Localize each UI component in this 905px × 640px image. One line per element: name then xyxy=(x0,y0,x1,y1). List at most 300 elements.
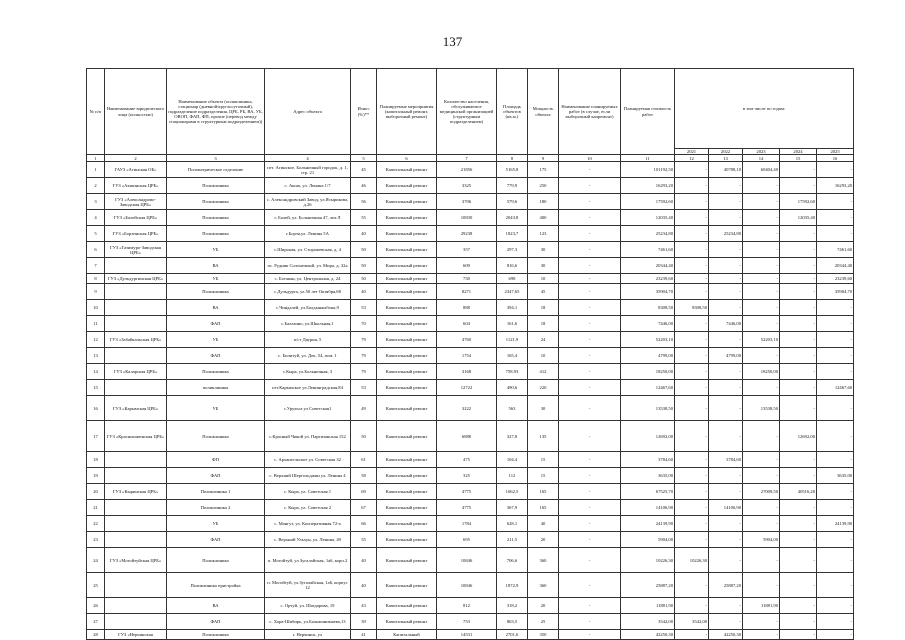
org-name: ГУЗ «Кыринская ЦРБ» xyxy=(105,484,167,500)
org-name: ГУЗ «Дульдургинская ЦРБ» xyxy=(105,274,167,284)
cost-2022: 4799,00 xyxy=(709,348,743,364)
table-row xyxy=(87,162,854,178)
planned-cost: 35904,70 xyxy=(621,284,675,300)
object-address: п/ст Даурия, 5 xyxy=(265,332,351,348)
org-name: ГУЗ «Забайкальская ЦРБ» xyxy=(105,332,167,348)
planned-activity: Капитальный ремонт xyxy=(377,468,437,484)
cost-2024: - xyxy=(780,316,817,332)
area: 490,6 xyxy=(497,380,528,396)
planned-activity: Капитальный ремонт xyxy=(377,210,437,226)
row-number: 21 xyxy=(87,500,105,516)
cost-2021: - xyxy=(675,598,709,614)
col-cost: Планируемая стоимость работ xyxy=(621,69,675,155)
wear-percent: 58 xyxy=(351,468,377,484)
col-object: Наименование объекта (поликлиника, стационар (дневной/круглосуточный), подразделение подразделения, ЦРБ, РБ, ВА, УБ, ОВОП, ФАП, ФП, прочие (перевод между стационарами в структурным подразделением)) xyxy=(167,69,265,155)
population: 10846 xyxy=(437,573,497,598)
wear-percent: 40 xyxy=(351,573,377,598)
planned-cost: 3784,60 xyxy=(621,452,675,468)
year-2021: 2021 xyxy=(675,149,709,155)
area: 758,93 xyxy=(497,364,528,380)
cost-2024: - xyxy=(780,500,817,516)
capacity: 250 xyxy=(528,178,559,194)
works: - xyxy=(559,380,621,396)
cost-2022: 7446,00 xyxy=(709,316,743,332)
works: - xyxy=(559,178,621,194)
population: 3325 xyxy=(437,178,497,194)
column-number: 2 xyxy=(105,155,167,162)
planned-activity: Капитальный ремонт xyxy=(377,548,437,573)
table-row xyxy=(87,380,854,396)
org-name xyxy=(105,258,167,274)
capacity: 30 xyxy=(528,242,559,258)
object-address: с.Чиндалей, ул.Балдынжабона,9 xyxy=(265,300,351,316)
cost-2025: 23239,60 xyxy=(817,274,854,284)
object-name: поликлиника xyxy=(167,380,265,396)
org-name: ГУЗ «Балейская ЦРБ» xyxy=(105,210,167,226)
cost-2022: 40788,10 xyxy=(709,162,743,178)
cost-2024: 40516,20 xyxy=(780,484,817,500)
cost-2021: - xyxy=(675,532,709,548)
object-address: с. Кыра, ул. Советская 2 xyxy=(265,500,351,516)
area: 367,9 xyxy=(497,500,528,516)
table-row xyxy=(87,468,854,484)
cost-2022: - xyxy=(709,300,743,316)
row-number: 13 xyxy=(87,348,105,364)
capacity: 10 xyxy=(528,274,559,284)
table-row xyxy=(87,242,854,258)
works: - xyxy=(559,452,621,468)
cost-2021: - xyxy=(675,630,709,640)
org-name: ГУЗ «Краснокаменская ЦРБ» xyxy=(105,421,167,452)
cost-2024: - xyxy=(780,284,817,300)
wear-percent: 40 xyxy=(351,548,377,573)
wear-percent: 79 xyxy=(351,364,377,380)
planned-cost: 12035,40 xyxy=(621,210,675,226)
cost-2021: 3542,00 xyxy=(675,614,709,630)
cost-2024: - xyxy=(780,380,817,396)
object-name: ФАП xyxy=(167,468,265,484)
object-name: Поликлиника xyxy=(167,421,265,452)
org-name xyxy=(105,573,167,598)
cost-2024: - xyxy=(780,630,817,640)
cost-2021: - xyxy=(675,258,709,274)
row-number: 14 xyxy=(87,364,105,380)
works: - xyxy=(559,162,621,178)
org-name: ГУЗ «Могойтуйская ЦРБ» xyxy=(105,548,167,573)
object-address: с. Архангельское ул. Советская 32 xyxy=(265,452,351,468)
cost-2022: - xyxy=(709,421,743,452)
cost-2021: 10226,30 xyxy=(675,548,709,573)
object-name: Поликлиника xyxy=(167,178,265,194)
population: 3222 xyxy=(437,396,497,421)
org-name xyxy=(105,500,167,516)
population: 4775 xyxy=(437,484,497,500)
org-name xyxy=(105,532,167,548)
cost-2024: - xyxy=(780,300,817,316)
table-row xyxy=(87,284,854,300)
cost-2024: - xyxy=(780,242,817,258)
planned-cost: 7446,00 xyxy=(621,316,675,332)
cost-2024: - xyxy=(780,598,817,614)
area: 211,5 xyxy=(497,532,528,548)
cost-2024: - xyxy=(780,178,817,194)
column-number-row xyxy=(87,155,854,162)
column-number: 9 xyxy=(528,155,559,162)
capacity: 180 xyxy=(528,194,559,210)
table-row xyxy=(87,178,854,194)
wear-percent: 70 xyxy=(351,316,377,332)
column-number: 3 xyxy=(167,155,265,162)
column-number: 14 xyxy=(743,155,780,162)
row-number: 9 xyxy=(87,284,105,300)
cost-2022: - xyxy=(709,548,743,573)
year-2022: 2022 xyxy=(709,149,743,155)
population: 753 xyxy=(437,614,497,630)
cost-2022: - xyxy=(709,532,743,548)
cost-2021: - xyxy=(675,396,709,421)
cost-2022: - xyxy=(709,258,743,274)
cost-2023: - xyxy=(743,178,780,194)
row-number: 24 xyxy=(87,548,105,573)
column-number: 7 xyxy=(437,155,497,162)
cost-2021: - xyxy=(675,500,709,516)
row-number: 11 xyxy=(87,316,105,332)
cost-2023: - xyxy=(743,500,780,516)
planned-activity: Капитальный ремонт xyxy=(377,274,437,284)
object-name: ФП xyxy=(167,452,265,468)
cost-2023: - xyxy=(743,316,780,332)
table-row xyxy=(87,421,854,452)
year-2024: 2024 xyxy=(780,149,817,155)
wear-percent: 67 xyxy=(351,500,377,516)
population: 10846 xyxy=(437,548,497,573)
table-row xyxy=(87,532,854,548)
works: - xyxy=(559,421,621,452)
cost-2025: - xyxy=(817,614,854,630)
area: 698 xyxy=(497,274,528,284)
planned-activity: Капитальный ремонт xyxy=(377,380,437,396)
org-name xyxy=(105,316,167,332)
planned-activity: Капитальный ремонт xyxy=(377,452,437,468)
planned-cost: 12467,60 xyxy=(621,380,675,396)
cost-2022: - xyxy=(709,194,743,210)
capacity: 10 xyxy=(528,348,559,364)
population: 1754 xyxy=(437,348,497,364)
table-row xyxy=(87,396,854,421)
col-no: № п/п xyxy=(87,69,105,155)
row-number: 4 xyxy=(87,210,105,226)
row-number: 5 xyxy=(87,226,105,242)
works: - xyxy=(559,516,621,532)
area: 327,8 xyxy=(497,421,528,452)
works: - xyxy=(559,548,621,573)
cost-2022: - xyxy=(709,274,743,284)
works: - xyxy=(559,500,621,516)
planned-activity: Капитальный ремонт xyxy=(377,516,437,532)
object-name: ВА xyxy=(167,300,265,316)
row-number: 28 xyxy=(87,630,105,640)
object-name: Поликлиника xyxy=(167,194,265,210)
object-address: с.Дульдурга, ул.50 лет Октября,68 xyxy=(265,284,351,300)
column-number: 5 xyxy=(351,155,377,162)
planned-cost: 13538,50 xyxy=(621,396,675,421)
row-number: 15 xyxy=(87,380,105,396)
object-name: УБ xyxy=(167,516,265,532)
row-number: 22 xyxy=(87,516,105,532)
cost-2024: 12035,40 xyxy=(780,210,817,226)
works: - xyxy=(559,364,621,380)
object-address: с. Хара-Шибирь, ул.Бальжинимаева,13 xyxy=(265,614,351,630)
cost-2022: 42250,30 xyxy=(709,630,743,640)
population: 29238 xyxy=(437,226,497,242)
cost-2025: - xyxy=(817,162,854,178)
cost-2022: - xyxy=(709,178,743,194)
org-name xyxy=(105,452,167,468)
area: 161,6 xyxy=(497,316,528,332)
cost-2021: - xyxy=(675,194,709,210)
population: 6888 xyxy=(437,421,497,452)
cost-2024: - xyxy=(780,348,817,364)
works: - xyxy=(559,598,621,614)
cost-2022: - xyxy=(709,284,743,300)
table-row xyxy=(87,500,854,516)
wear-percent: 45 xyxy=(351,162,377,178)
object-address: с. Мангут, ул. Кооперативная 72-а xyxy=(265,516,351,532)
population: 4775 xyxy=(437,500,497,516)
cost-2024: - xyxy=(780,532,817,548)
cost-2022: - xyxy=(709,484,743,500)
table-row xyxy=(87,573,854,598)
cost-2023: - xyxy=(743,614,780,630)
cost-2023: 11881,90 xyxy=(743,598,780,614)
row-number: 7 xyxy=(87,258,105,274)
works: - xyxy=(559,614,621,630)
cost-2025: 7461,60 xyxy=(817,242,854,258)
planned-cost: 4799,00 xyxy=(621,348,675,364)
population: 325 xyxy=(437,468,497,484)
planned-activity: Капитальный ремонт xyxy=(377,284,437,300)
population: 812 xyxy=(437,598,497,614)
col-area: Площадь объектов (кв.м.) xyxy=(497,69,528,155)
cost-2025: - xyxy=(817,300,854,316)
column-number: 12 xyxy=(675,155,709,162)
capacity: 18 xyxy=(528,316,559,332)
planned-activity: Капитальный ремонт xyxy=(377,242,437,258)
row-number: 3 xyxy=(87,194,105,210)
area: 1872,9 xyxy=(497,573,528,598)
cost-2024: - xyxy=(780,452,817,468)
object-address: с. Ботакан, ул. Центральная, д. 24 xyxy=(265,274,351,284)
object-address: с.Широкая, ул. Сторожевская, д. 4 xyxy=(265,242,351,258)
cost-2023: - xyxy=(743,548,780,573)
wear-percent: 50 xyxy=(351,242,377,258)
cost-2024: - xyxy=(780,332,817,348)
cost-2022: 14106,90 xyxy=(709,500,743,516)
wear-percent: 79 xyxy=(351,348,377,364)
planned-activity: Капитальный ремонт xyxy=(377,421,437,452)
population: 21856 xyxy=(437,162,497,178)
cost-2024: 17592,60 xyxy=(780,194,817,210)
cost-2021: - xyxy=(675,226,709,242)
org-name: ГУЗ «Газимуро-Заводская ЦРБ» xyxy=(105,242,167,258)
cost-2023: 13538,50 xyxy=(743,396,780,421)
col-years: в том числе по годам: xyxy=(675,69,854,149)
planned-activity: Капитальный ремонт xyxy=(377,614,437,630)
cost-2023: - xyxy=(743,380,780,396)
cost-2021: - xyxy=(675,242,709,258)
works: - xyxy=(559,630,621,640)
planned-cost: 42250,30 xyxy=(621,630,675,640)
wear-percent: 49 xyxy=(351,396,377,421)
capacity: 30 xyxy=(528,396,559,421)
planned-cost: 52203,10 xyxy=(621,332,675,348)
planned-cost: 18250,00 xyxy=(621,364,675,380)
population: 3706 xyxy=(437,194,497,210)
cost-2023: 52203,10 xyxy=(743,332,780,348)
cost-2023: - xyxy=(743,274,780,284)
works: - xyxy=(559,573,621,598)
area: 1121,9 xyxy=(497,332,528,348)
cost-2025: - xyxy=(817,396,854,421)
object-address: г. Нерчинск, ул xyxy=(265,630,351,640)
object-name: Поликлиника xyxy=(167,548,265,573)
cost-2023: - xyxy=(743,421,780,452)
table-row xyxy=(87,332,854,348)
works: - xyxy=(559,226,621,242)
table-row xyxy=(87,274,854,284)
cost-2022: - xyxy=(709,380,743,396)
cost-2023: - xyxy=(743,452,780,468)
works: - xyxy=(559,274,621,284)
row-number: 23 xyxy=(87,532,105,548)
works: - xyxy=(559,348,621,364)
area: 165,4 xyxy=(497,348,528,364)
works: - xyxy=(559,284,621,300)
population: 14531 xyxy=(437,630,497,640)
works: - xyxy=(559,316,621,332)
cost-2022: - xyxy=(709,210,743,226)
area: 318,2 xyxy=(497,598,528,614)
wear-percent: 55 xyxy=(351,532,377,548)
object-name: ФАП xyxy=(167,348,265,364)
cost-2024: - xyxy=(780,258,817,274)
cost-2022: - xyxy=(709,396,743,421)
cost-2025: - xyxy=(817,421,854,452)
capacity: 360 xyxy=(528,548,559,573)
cost-2024: - xyxy=(780,162,817,178)
capacity: 15 xyxy=(528,452,559,468)
wear-percent: 46 xyxy=(351,178,377,194)
cost-2022: - xyxy=(709,364,743,380)
population: 730 xyxy=(437,274,497,284)
row-number: 16 xyxy=(87,396,105,421)
works: - xyxy=(559,242,621,258)
planned-activity: Капитальный ремонт xyxy=(377,573,437,598)
object-name: УБ xyxy=(167,274,265,284)
planned-activity: Капитальный ремонт xyxy=(377,598,437,614)
population: 3168 xyxy=(437,364,497,380)
object-name: ФАП xyxy=(167,532,265,548)
capacity: 18 xyxy=(528,300,559,316)
population: 695 xyxy=(437,532,497,548)
object-address: пгт.Карымское ул.Ленинградская,84 xyxy=(265,380,351,396)
capacity: 220 xyxy=(528,380,559,396)
cost-2025: - xyxy=(817,573,854,598)
org-name: ГАУЗ «Агинская ОБ» xyxy=(105,162,167,178)
column-number: 6 xyxy=(377,155,437,162)
area: 579,6 xyxy=(497,194,528,210)
cost-2024: - xyxy=(780,516,817,532)
area: 297,3 xyxy=(497,242,528,258)
planned-cost: 25234,80 xyxy=(621,226,675,242)
col-works: Наименование планируемых работ (в случае, если выборочный капремонт) xyxy=(559,69,621,155)
cost-2022: - xyxy=(709,332,743,348)
org-name: ГУЗ «Акшинская ЦРБ» xyxy=(105,178,167,194)
cost-2023: 60404,40 xyxy=(743,162,780,178)
object-name: УБ xyxy=(167,242,265,258)
object-name: Поликлиника xyxy=(167,364,265,380)
area: 2043,8 xyxy=(497,210,528,226)
row-number: 10 xyxy=(87,300,105,316)
cost-2025: - xyxy=(817,484,854,500)
cost-2024: - xyxy=(780,573,817,598)
wear-percent: 69 xyxy=(351,484,377,500)
wear-percent: 50 xyxy=(351,258,377,274)
object-address: п. Могойтуй, ул.Зугалайская, 1а6, корп.2 xyxy=(265,548,351,573)
area: 394,1 xyxy=(497,300,528,316)
table-row xyxy=(87,630,854,640)
cost-2021: - xyxy=(675,452,709,468)
capacity: 25 xyxy=(528,614,559,630)
row-number: 1 xyxy=(87,162,105,178)
cost-2021: 8308,50 xyxy=(675,300,709,316)
population: 888 xyxy=(437,300,497,316)
object-name: Психиатрическое отделение xyxy=(167,162,265,178)
area: 2701,6 xyxy=(497,630,528,640)
cost-2021: - xyxy=(675,274,709,284)
cost-2023: 27009,50 xyxy=(743,484,780,500)
object-name: УБ xyxy=(167,396,265,421)
works: - xyxy=(559,484,621,500)
capacity: 40 xyxy=(528,516,559,532)
object-name: Поликлиника xyxy=(167,630,265,640)
area: 816,6 xyxy=(497,258,528,274)
col-org: Наименование юридического лица (полностью) xyxy=(105,69,167,155)
org-name: ГУЗ «Карымская ЦРБ» xyxy=(105,396,167,421)
table-row xyxy=(87,348,854,364)
cost-2023: - xyxy=(743,210,780,226)
row-number: 8 xyxy=(87,274,105,284)
planned-activity: Капитальный ремонт xyxy=(377,194,437,210)
works: - xyxy=(559,300,621,316)
table-row xyxy=(87,194,854,210)
capacity: 30 xyxy=(528,258,559,274)
cost-2025: - xyxy=(817,332,854,348)
cost-2025: 24139,90 xyxy=(817,516,854,532)
area: 706,6 xyxy=(497,548,528,573)
cost-2021: - xyxy=(675,516,709,532)
capacity: 400 xyxy=(528,210,559,226)
planned-cost: 25887,20 xyxy=(621,573,675,598)
wear-percent: 53 xyxy=(351,380,377,396)
object-name: Поликлиника xyxy=(167,284,265,300)
cost-2024: - xyxy=(780,274,817,284)
planned-activity: Капитальный ремонт xyxy=(377,316,437,332)
area: 1662,5 xyxy=(497,484,528,500)
area: 628,1 xyxy=(497,516,528,532)
planned-activity: Капитальный ремонт xyxy=(377,162,437,178)
wear-percent: 55 xyxy=(351,210,377,226)
